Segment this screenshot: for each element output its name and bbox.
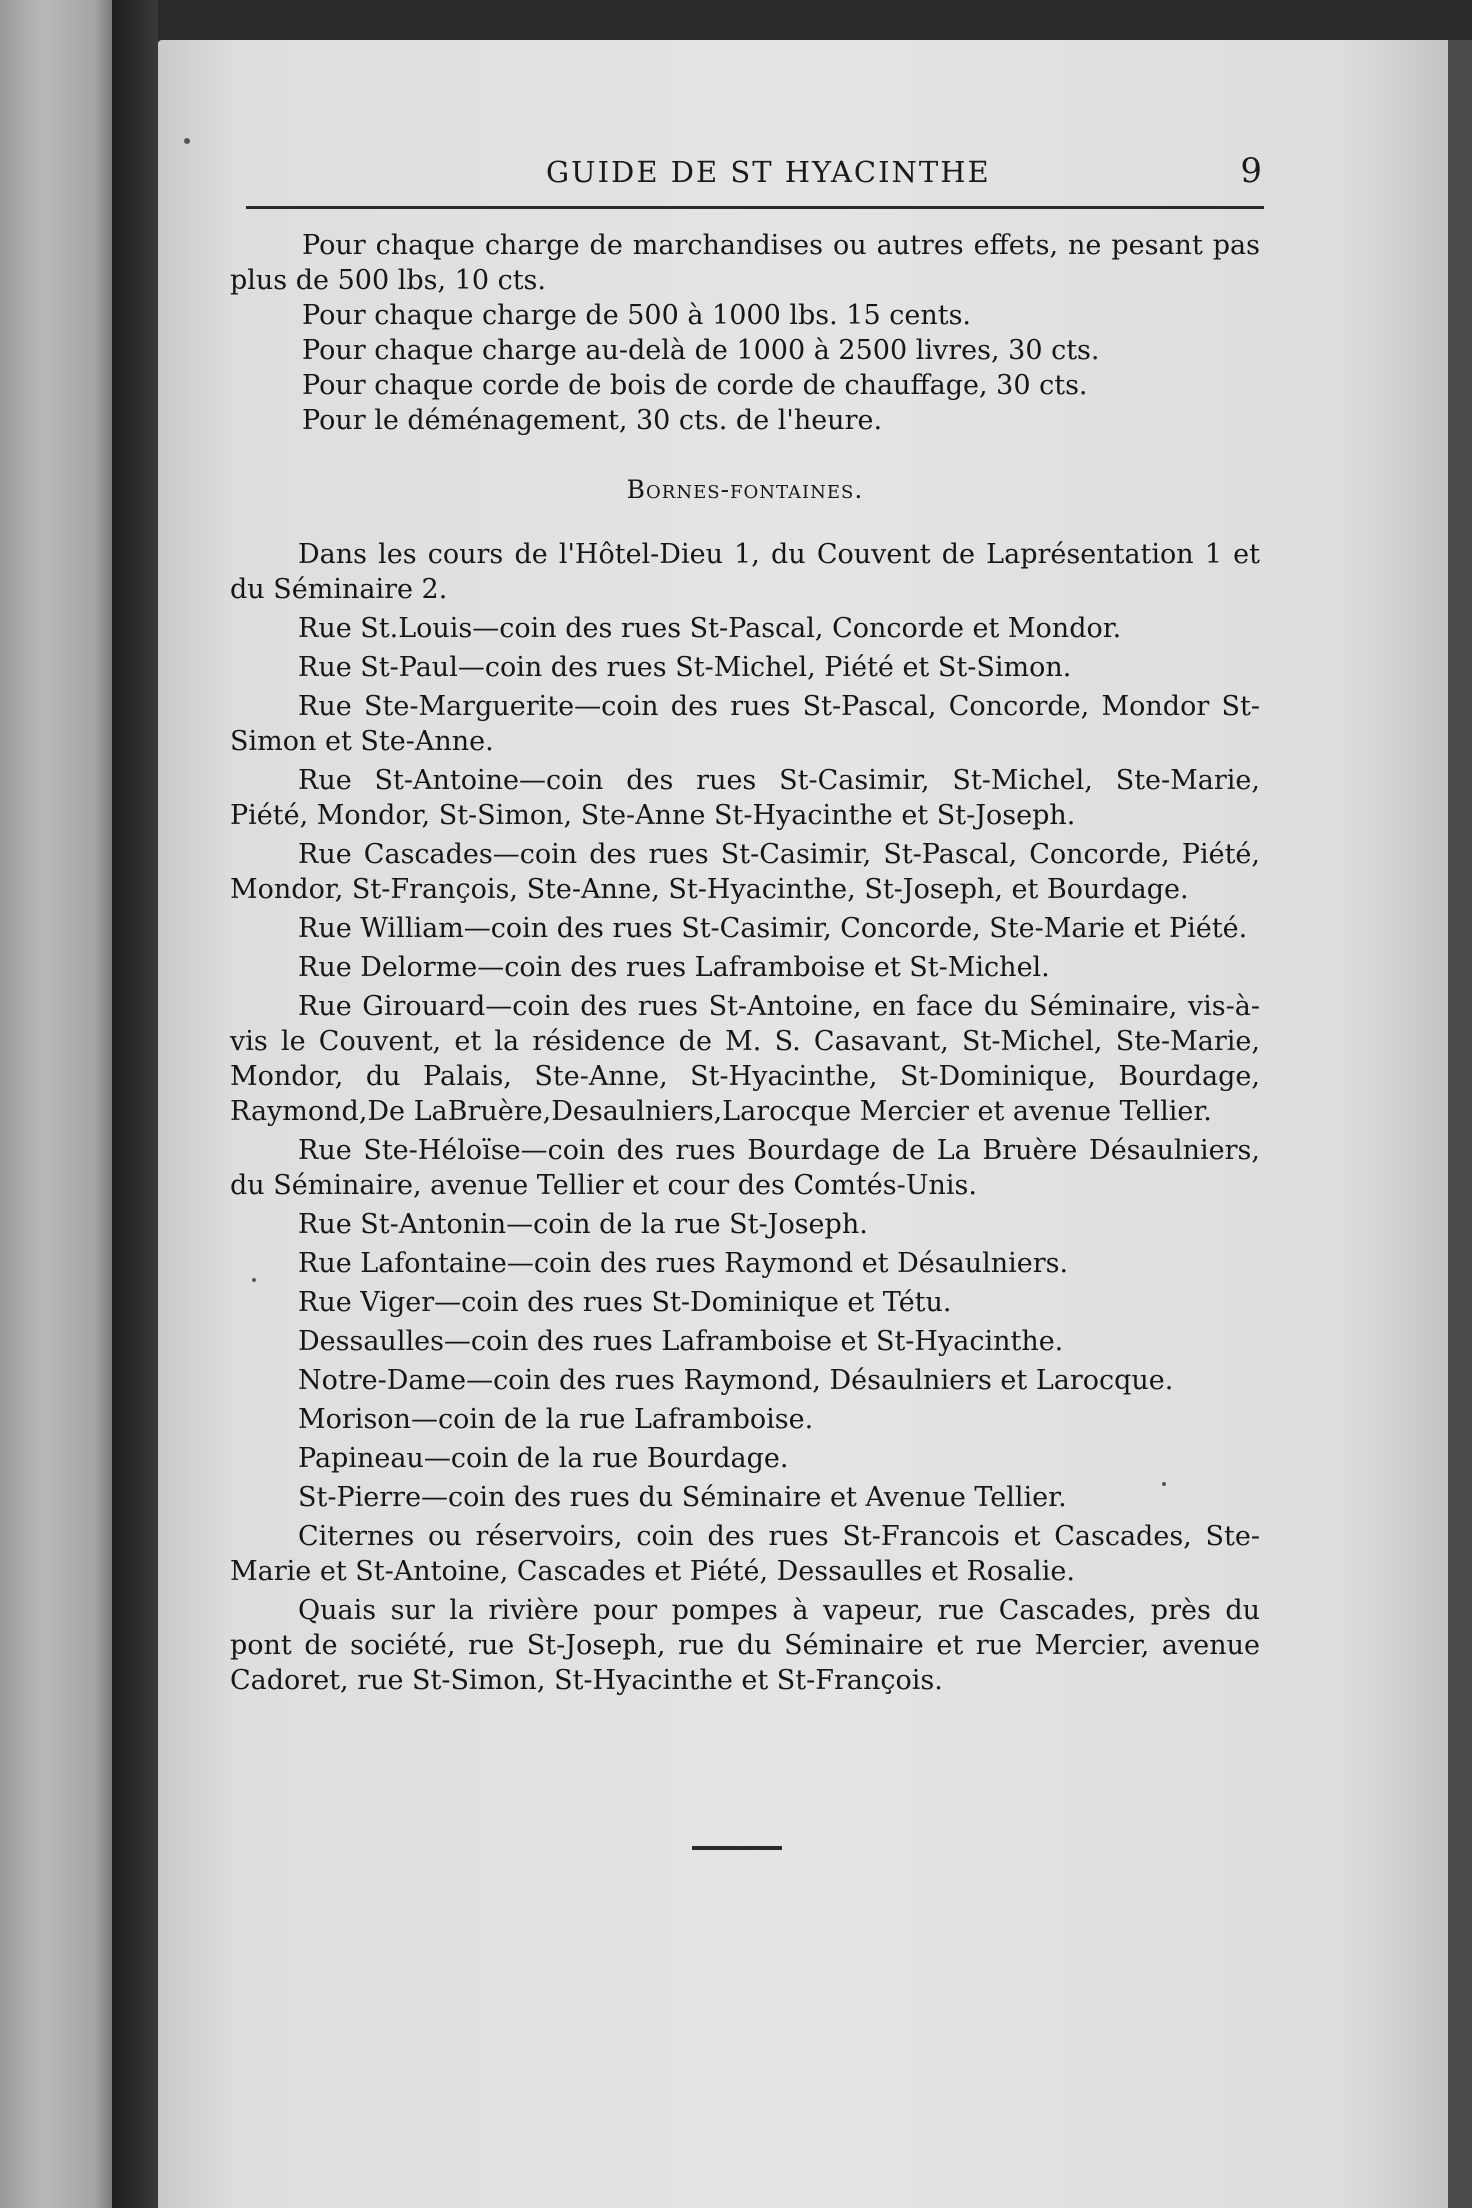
hydrant-entry: Quais sur la rivière pour pompes à vapeur, rue Cascades, près du pont de société, rue St-Joseph, rue du Séminaire et rue Mercier, avenue Cadoret, rue St-Simon, St-Hyacinthe et St-François. (230, 1595, 1260, 1696)
paper-speck (1162, 1482, 1166, 1486)
book-spine (112, 0, 158, 2208)
running-header (246, 151, 1262, 205)
hydrant-entry: Rue Ste-Marguerite—coin des rues St-Pascal, Concorde, Mondor St-Simon et Ste-Anne. (230, 691, 1260, 757)
page-right-edge (1448, 40, 1472, 2208)
hydrant-entry: Rue St-Antonin—coin de la rue St-Joseph. (298, 1209, 868, 1240)
hydrant-entry: Rue Viger—coin des rues St-Dominique et Tétu. (298, 1287, 952, 1318)
hydrant-entry: Notre-Dame—coin des rues Raymond, Désaulniers et Larocque. (298, 1365, 1174, 1396)
rate-line: Pour le déménagement, 30 cts. de l'heure. (302, 405, 883, 436)
hydrant-entry: Dans les cours de l'Hôtel-Dieu 1, du Couvent de Laprésentation 1 et du Séminaire 2. (230, 539, 1260, 605)
hydrant-entry: St-Pierre—coin des rues du Séminaire et Avenue Tellier. (298, 1482, 1067, 1513)
hydrant-entry: Citernes ou réservoirs, coin des rues St-Francois et Cascades, Ste-Marie et St-Antoine, Cascades et Piété, Dessaulles et Rosalie. (230, 1521, 1260, 1587)
paper-speck (252, 1278, 256, 1282)
page-number: 9 (1240, 151, 1262, 191)
paper-speck (184, 138, 190, 144)
rates-block (230, 228, 1260, 438)
previous-page-edge (0, 0, 112, 2208)
running-header-title: GUIDE DE ST HYACINTHE (546, 155, 991, 189)
hydrant-entry: Rue Cascades—coin des rues St-Casimir, St-Pascal, Concorde, Piété, Mondor, St-François, Ste-Anne, St-Hyacinthe, St-Joseph, et Bourdage. (230, 839, 1260, 905)
section-heading: Bornes-fontaines. (626, 475, 864, 504)
hydrant-entry: Rue William—coin des rues St-Casimir, Concorde, Ste-Marie et Piété. (298, 913, 1248, 944)
hydrant-entry: Dessaulles—coin des rues Laframboise et St-Hyacinthe. (298, 1326, 1064, 1357)
hydrant-entry: Rue St.Louis—coin des rues St-Pascal, Concorde et Mondor. (298, 613, 1122, 644)
hydrant-entry: Rue Lafontaine—coin des rues Raymond et Désaulniers. (298, 1248, 1069, 1279)
hydrant-entry: Rue Girouard—coin des rues St-Antoine, en face du Séminaire, vis-à-vis le Couvent, et la résidence de M. S. Casavant, St-Michel, Ste-Marie, Mondor, du Palais, Ste-Anne, St-Hyacinthe, St-Dominique, Bourdage, Raymond,De LaBruère,Desaulniers,Larocque Mercier et avenue Tellier. (230, 991, 1260, 1127)
hydrant-entry: Rue St-Paul—coin des rues St-Michel, Piété et St-Simon. (298, 652, 1072, 683)
end-rule (692, 1846, 782, 1850)
hydrant-entry: Morison—coin de la rue Laframboise. (298, 1404, 814, 1435)
hydrant-entry: Rue Ste-Héloïse—coin des rues Bourdage de La Bruère Désaulniers, du Séminaire, avenue Tellier et cour des Comtés-Unis. (230, 1135, 1260, 1201)
hydrant-entry: Rue Delorme—coin des rues Laframboise et St-Michel. (298, 952, 1050, 983)
hydrant-entry: Papineau—coin de la rue Bourdage. (298, 1443, 789, 1474)
hydrant-list (230, 537, 1260, 1698)
page-body (230, 228, 1260, 1702)
header-rule (246, 206, 1264, 209)
rate-line: Pour chaque charge de 500 à 1000 lbs. 15 cents. (302, 300, 972, 331)
rate-line: Pour chaque charge de marchandises ou autres effets, ne pesant pas plus de 500 lbs, 10 cts. (230, 230, 1260, 296)
rate-line: Pour chaque corde de bois de corde de chauffage, 30 cts. (302, 370, 1088, 401)
rate-line: Pour chaque charge au-delà de 1000 à 2500 livres, 30 cts. (302, 335, 1100, 366)
hydrant-entry: Rue St-Antoine—coin des rues St-Casimir, St-Michel, Ste-Marie, Piété, Mondor, St-Simon, Ste-Anne St-Hyacinthe et St-Joseph. (230, 765, 1260, 831)
